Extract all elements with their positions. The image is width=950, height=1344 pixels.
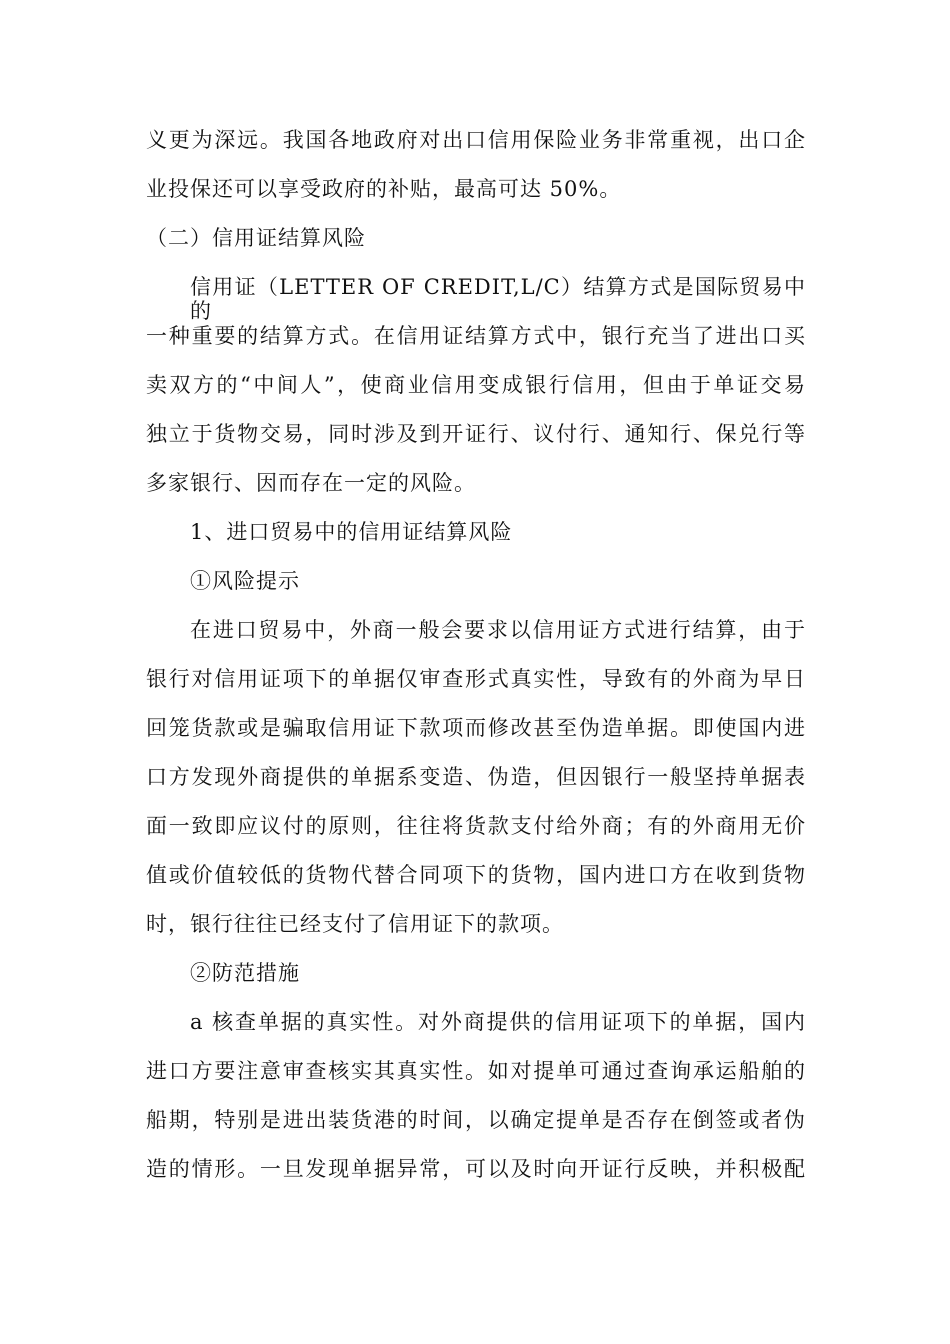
item-heading: ①风险提示 [190,569,300,593]
text-line: 一种重要的结算方式。在信用证结算方式中，银行充当了进出口买 [146,324,806,348]
text-line: 在进口贸易中，外商一般会要求以信用证方式进行结算，由于 [190,618,806,642]
text-line: 银行对信用证项下的单据仅审查形式真实性，导致有的外商为早日 [146,667,806,691]
text-line: 业投保还可以享受政府的补贴，最高可达 50%。 [146,177,622,201]
text-line: 信用证（LETTER OF CREDIT,L/C）结算方式是国际贸易中的 [190,275,806,323]
text-line: 值或价值较低的货物代替合同项下的货物，国内进口方在收到货物 [146,863,806,887]
text-line: 义更为深远。我国各地政府对出口信用保险业务非常重视，出口企 [146,128,806,152]
item-heading: ②防范措施 [190,961,300,985]
text-line: 口方发现外商提供的单据系变造、伪造，但因银行一般坚持单据表 [146,765,806,789]
section-heading: （二）信用证结算风险 [146,226,366,250]
subsection-heading: 1、进口贸易中的信用证结算风险 [190,520,513,544]
text-line: 独立于货物交易，同时涉及到开证行、议付行、通知行、保兑行等 [146,422,806,446]
text-line: a 核查单据的真实性。对外商提供的信用证项下的单据，国内 [190,1010,806,1034]
text-line: 卖双方的“中间人”，使商业信用变成银行信用，但由于单证交易 [146,373,806,397]
text-line: 时，银行往往已经支付了信用证下的款项。 [146,912,564,936]
text-line: 面一致即应议付的原则，往往将货款支付给外商；有的外商用无价 [146,814,806,838]
text-line: 造的情形。一旦发现单据异常，可以及时向开证行反映，并积极配 [146,1157,806,1181]
text-line: 回笼货款或是骗取信用证下款项而修改甚至伪造单据。即使国内进 [146,716,806,740]
text-line: 船期，特别是进出装货港的时间，以确定提单是否存在倒签或者伪 [146,1108,806,1132]
text-line: 多家银行、因而存在一定的风险。 [146,471,476,495]
document-page [146,128,806,1206]
text-line: 进口方要注意审查核实其真实性。如对提单可通过查询承运船舶的 [146,1059,806,1083]
